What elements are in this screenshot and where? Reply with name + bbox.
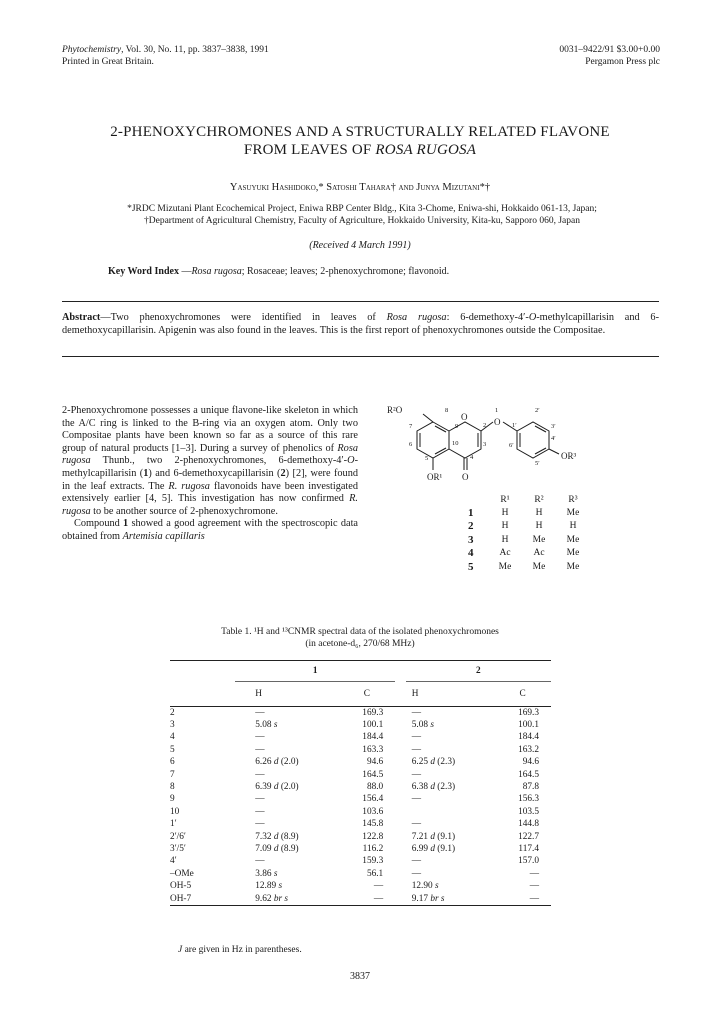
abstract-text-1: —Two phenoxychromones were identified in leaves of [100,312,387,323]
locant-8: 8 [445,407,449,414]
running-header-right [559,44,660,68]
table-1-caption [140,626,580,650]
table-row [170,781,551,793]
or3-label: OR³ [561,451,577,461]
h-shift-2: — [411,744,422,755]
cell-r3: Me [566,548,580,559]
h-shift-1: 12.89 s [255,881,283,892]
h-shift-2: — [411,769,422,780]
locant-10: 10 [452,440,459,447]
bridge-oxygen: O [494,417,501,427]
abstract-species: Rosa rugosa [386,312,447,323]
ring-a [417,422,449,458]
keyword-label: Key Word Index [108,266,179,277]
c-shift-1: 159.3 [362,856,384,867]
c-shift-1: 184.4 [362,732,384,743]
journal-citation: , Vol. 30, No. 11, pp. 3837–3838, 1991 [121,45,269,55]
h-shift-2: — [411,732,422,743]
h-shift-1: 3.86 s [255,868,278,879]
table-row [170,855,551,867]
position-cell: –OMe [170,868,194,879]
cell-r2: Me [532,534,546,545]
abstract-o: O [528,312,537,323]
cell-r1: Ac [499,548,511,559]
c-shift-2: 100.1 [518,719,539,730]
c-shift-2: 144.8 [518,819,539,830]
col-h-2: H [406,682,494,707]
p1-species: Rosa rugosa [62,442,358,467]
c-shift-1: 163.3 [362,744,384,755]
c-shift-2: 156.3 [518,794,539,805]
c-shift-1: 100.1 [362,719,384,730]
c-shift-2: 103.5 [518,806,539,817]
c-shift-1: 164.5 [362,769,384,780]
p2-text-b: showed a good agreement with the spectroscopic data obtained from [62,518,358,542]
received-date [40,240,680,251]
position-cell: 9 [170,794,175,805]
col-c-2: C [494,682,551,707]
table-row [170,880,551,892]
c-shift-1: 169.3 [362,707,384,718]
c-shift-2: 117.4 [518,843,539,854]
compound-substituent-table [468,493,590,573]
locant-2p: 2′ [535,407,540,414]
cell-r2: H [535,521,543,532]
title-line-2-prefix: FROM LEAVES OF [243,142,376,158]
position-cell: 3′/5′ [170,843,186,854]
table-row [170,756,551,768]
locant-9: 9 [455,423,459,430]
h-shift-1: — [255,769,265,780]
phenoxychromone-structure [375,398,675,498]
p1-species-short: R. rugosa [168,480,210,492]
abstract-label: Abstract [62,312,101,323]
footnote-text: are given in Hz in parentheses. [182,945,302,955]
h-shift-2: — [411,819,422,830]
cell-r3: Me [566,508,580,519]
position-cell: 6 [170,757,175,768]
table-row [468,533,590,546]
keyword-species: Rosa rugosa [191,266,242,277]
table-row [468,560,590,573]
position-cell: 10 [170,806,180,817]
or1-label: OR¹ [427,472,443,482]
c-shift-1: 116.2 [362,843,384,854]
h-shift-1: — [255,744,265,755]
c-shift-1: 88.0 [366,781,384,792]
c-shift-2: 169.3 [518,707,539,718]
paragraph-1 [62,405,358,518]
p1-text-a: 2-Phenoxychromone possesses a unique flavone-like skeleton in which the A/C ring is linked to the B-ring via an oxygen atom. Only two Compositae plants have been known so far as a source of this rare group of natural products [1–3]. During a survey of phenolics of [62,405,358,454]
title-species: ROSA RUGOSA [375,142,477,158]
nmr-bottom-rule [170,905,551,906]
header-r2: R² [534,494,544,505]
h-shift-2: 9.17 br s [411,893,445,904]
table-row [170,769,551,781]
locant-4: 4 [470,454,474,461]
footnote-j: J [178,945,183,955]
c-shift-2: 163.2 [518,744,539,755]
position-cell: 7 [170,769,175,780]
group-compound-2: 2 [406,661,551,682]
publisher: Pergamon Press plc [585,57,660,67]
position-cell: 1′ [170,819,177,830]
cell-r1: H [501,508,509,519]
p1-text-e: ) [2], were found in the leaf extracts. The [62,467,359,492]
r2o-label: R²O [387,405,403,415]
locant-2: 2 [483,422,487,429]
h-shift-2: 7.21 d (9.1) [411,831,456,842]
col-h-1: H [235,682,338,707]
cell-r3: H [569,521,577,532]
p1-text-b: Thunb., two 2-phenoxychromones, 6-demethoxy-4′- [90,455,348,467]
c-shift-1: 156.4 [362,794,384,805]
position-cell: 4 [170,732,175,743]
c-shift-1: — [373,881,384,892]
table-row [170,719,551,731]
c-shift-1: 103.6 [362,806,384,817]
c-shift-1: — [373,893,384,904]
paragraph-2 [62,518,358,543]
p1-compound-1: 1 [143,467,149,479]
h-shift-2: — [411,707,422,718]
ring-b [517,422,549,458]
h-shift-2: 6.25 d (2.3) [411,757,456,768]
c-shift-1: 122.8 [362,831,384,842]
cell-r1: H [501,534,509,545]
table-row [170,731,551,743]
locant-6: 6 [409,441,413,448]
h-shift-1: 7.32 d (8.9) [255,831,299,842]
p2-compound: 1 [123,518,129,530]
h-shift-1: — [255,707,265,718]
p1-text-c: -methylcapillarisin ( [62,455,358,479]
h-shift-1: — [255,856,265,867]
h-shift-1: 9.62 br s [255,893,289,904]
h-shift-1: — [255,806,265,817]
abstract-text-3: -methylcapillarisin and 6-demethoxycapillarisin. Apigenin was also found in the leaves. This is the first report of phenoxychromones outside the Compositae. [62,312,660,336]
table-row [170,868,551,880]
h-shift-1: 6.39 d (2.0) [255,781,299,792]
locant-5: 5 [425,455,429,462]
cell-r2: Ac [533,548,545,559]
compound-number: 4 [468,547,474,560]
body-text [62,405,358,544]
c-shift-2: 157.0 [518,856,539,867]
c-shift-1: 56.1 [366,868,384,879]
table-row [170,793,551,805]
p1-species-short-2: R. rugosa [62,493,358,517]
position-cell: 4′ [170,856,177,867]
c-shift-2: 87.8 [522,781,539,792]
c-shift-2: 164.5 [518,769,539,780]
table-row [170,706,551,719]
cell-r1: H [501,521,509,532]
locant-3: 3 [483,441,487,448]
p2-species: Artemisia capillaris [122,530,205,542]
journal-name: Phytochemistry [62,45,122,55]
locant-4p: 4′ [551,435,556,442]
position-cell: 3 [170,719,175,730]
h-shift-2: 6.99 d (9.1) [411,843,456,854]
c-shift-1: 145.8 [362,819,384,830]
c-shift-2: — [529,868,539,879]
compound-number: 3 [468,533,474,546]
c-shift-2: 184.4 [518,732,539,743]
table-row [468,520,590,533]
header-r1: R¹ [500,494,510,505]
h-shift-2: — [411,868,422,879]
p1-text-f: flavonoids have been investigated extensively earlier [4, 5]. This investigation has now confirmed [62,480,358,505]
table-row [170,893,551,905]
author-list: Yasuyuki Hashidoko,* Satoshi Tahara† and Junya Mizutani*† [229,182,491,193]
position-cell: OH-7 [170,893,192,904]
compound-number: 1 [468,507,474,520]
caption-line-1: Table 1. ¹H and ¹³CNMR spectral data of the isolated phenoxychromones [221,627,499,637]
c-shift-2: 122.7 [518,831,539,842]
p1-text-g: to be another source of 2-phenoxychromone. [90,505,278,517]
locant-6p: 6′ [509,442,514,449]
keyword-index [108,266,668,277]
p1-compound-2: 2 [280,467,286,479]
table-row [170,843,551,855]
affiliation-2: †Department of Agricultural Chemistry, Faculty of Agriculture, Hokkaido University, Kita-ku, Sapporo 060, Japan [144,216,580,226]
table-row [170,831,551,843]
header-r3: R³ [568,494,578,505]
table-row [170,806,551,818]
abstract-text-2: : 6-demethoxy-4′- [446,312,529,323]
abstract [62,311,659,337]
ring-oxygen: O [461,412,468,422]
h-shift-1: — [255,732,265,743]
cell-r3: Me [566,561,580,572]
affiliations [62,203,662,227]
position-cell: 2 [170,707,175,718]
position-cell: OH-5 [170,881,192,892]
locant-1p: 1′ [512,422,517,429]
cell-r2: H [535,508,543,519]
locant-1: 1 [495,407,499,414]
page-number: 3837 [350,971,370,982]
table-row [170,682,551,707]
locant-7: 7 [409,423,413,430]
c-shift-1: 94.6 [366,757,384,768]
p1-o: O [347,455,355,467]
article-code: 0031–9422/91 $3.00+0.00 [559,45,660,55]
c-shift-2: — [529,881,539,892]
caption-line-2: (in acetone-d₆, 270/68 MHz) [305,639,415,649]
carbonyl-o: O [462,472,469,482]
c-shift-2: 94.6 [522,757,539,768]
h-shift-2: 5.08 s [411,719,434,730]
abstract-top-rule [62,301,659,302]
cell-r3: Me [566,534,580,545]
cell-r1: Me [498,561,512,572]
h-shift-1: 6.26 d (2.0) [255,757,299,768]
h-shift-1: — [255,794,265,805]
locant-5p: 5′ [535,460,540,467]
title-line-1: 2-PHENOXYCHROMONES AND A STRUCTURALLY RELATED FLAVONE [110,124,610,140]
running-header-left [62,44,269,68]
printed-note: Printed in Great Britain. [62,57,154,67]
keyword-dash: — [178,266,192,277]
compound-number: 2 [468,520,474,533]
locant-3p: 3′ [551,423,556,430]
title-line-2 [40,141,680,159]
position-cell: 5 [170,744,175,755]
p2-text-a: Compound [74,518,124,530]
h-shift-1: — [255,819,265,830]
h-shift-2: 6.38 d (2.3) [411,781,456,792]
affiliation-1: *JRDC Mizutani Plant Ecochemical Project, Eniwa RBP Center Bldg., Kita 3-Chome, Eniwa-shi, Hokkaido 061-13, Japan; [127,204,597,214]
nmr-table [170,660,551,906]
group-compound-1: 1 [235,661,395,682]
table-row [468,506,590,519]
h-shift-1: 5.08 s [255,719,278,730]
c-shift-2: — [529,893,539,904]
table-footnote [178,945,302,955]
keyword-list: ; Rosaceae; leaves; 2-phenoxychromone; flavonoid. [241,266,450,277]
compound-number: 5 [468,560,474,573]
h-shift-2 [406,806,494,818]
h-shift-2: — [411,856,422,867]
p1-text-d: ) and 6-demethoxycapillarisin ( [148,467,281,479]
table-row [170,661,551,682]
table-row [468,493,590,506]
position-cell: 2′/6′ [170,831,186,842]
h-shift-2: 12.90 s [411,881,439,892]
col-c-1: C [338,682,395,707]
article-title [40,123,680,159]
table-row [170,744,551,756]
received-text: (Received 4 March 1991) [309,240,411,251]
abstract-bottom-rule [62,356,659,357]
h-shift-2: — [411,794,422,805]
table-row [468,547,590,560]
table-row [170,818,551,830]
h-shift-1: 7.09 d (8.9) [255,843,299,854]
position-cell: 8 [170,781,175,792]
cell-r2: Me [532,561,546,572]
